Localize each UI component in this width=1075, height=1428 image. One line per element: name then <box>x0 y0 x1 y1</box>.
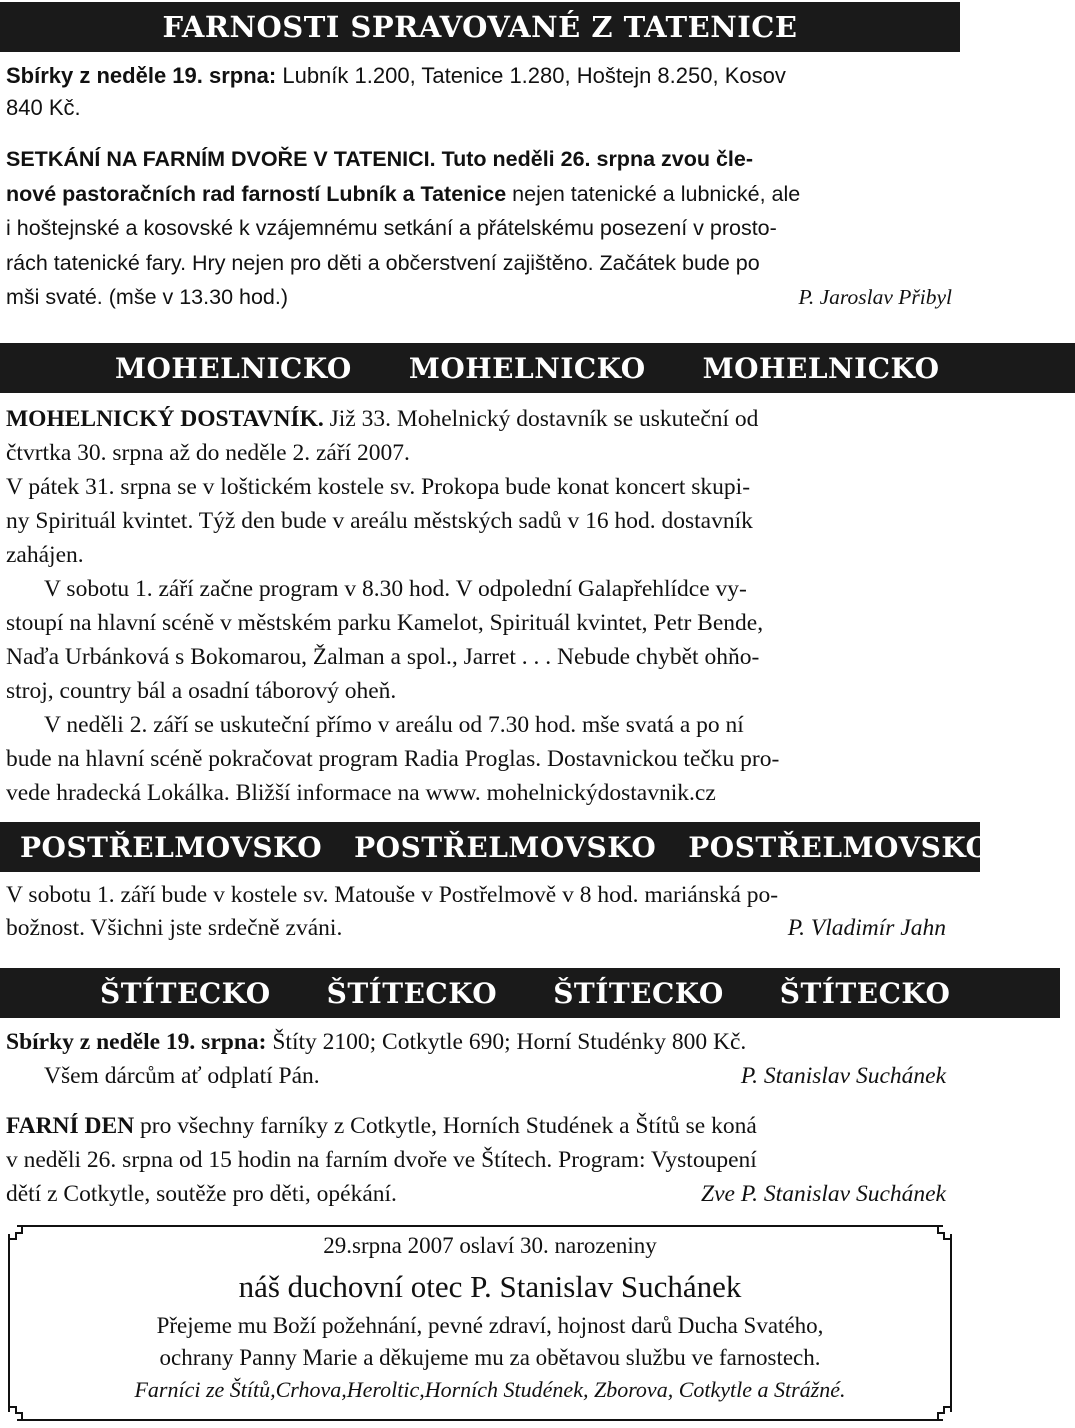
mohelnicko-line9: stroj, country bál a osadní táborový oheň. <box>6 678 397 704</box>
stitecko-header-word: ŠTÍTECKO <box>779 976 951 1010</box>
mohelnicko-line1: Již 33. Mohelnický dostavník se uskuteční od <box>323 406 759 432</box>
stitecko-signature2: Zve P. Stanislav Suchánek <box>701 1181 946 1207</box>
mohelnicky-dostavnik-title: MOHELNICKÝ DOSTAVNÍK. <box>6 406 324 432</box>
mohelnicko-text <box>6 402 952 810</box>
tatenice-sbirky-values: Lubník 1.200, Tatenice 1.280, Hoštejn 8.250, Kosov <box>276 63 786 88</box>
postrelmovsko-line2: božnost. Všichni jste srdečně zváni. <box>6 915 343 941</box>
mohelnicko-line6: V sobotu 1. září začne program v 8.30 hod. V odpolední Galapřehlídce vy- <box>44 576 747 602</box>
tatenice-sbirky <box>6 60 952 124</box>
farni-den-title: FARNÍ DEN <box>6 1113 135 1139</box>
stitecko-sbirky-values: Štíty 2100; Cotkytle 690; Horní Studénky 800 Kč. <box>266 1029 747 1055</box>
birthday-line1: 29.srpna 2007 oslaví 30. narozeniny <box>323 1233 657 1258</box>
mohelnicko-line7: stoupí na hlavní scéně v městském parku Kamelot, Spirituál kvintet, Petr Bende, <box>6 610 764 636</box>
birthday-line4: ochrany Panny Marie a děkujeme mu za obětavou službu ve farnostech. <box>159 1345 821 1370</box>
postrelmovsko-header-word: POSTŘELMOVSKO <box>354 830 657 864</box>
farni-den-line1: pro všechny farníky z Cotkytle, Horních Studének a Štítů se koná <box>134 1113 757 1139</box>
stitecko-signature1: P. Stanislav Suchánek <box>740 1063 946 1089</box>
stitecko-header-word: ŠTÍTECKO <box>553 976 724 1010</box>
stitecko-header-word: ŠTÍTECKO <box>100 976 271 1010</box>
setkani-line1: SETKÁNÍ NA FARNÍM DVOŘE V TATENICI. Tuto neděli 26. srpna zvou čle- <box>6 147 753 171</box>
birthday-line3: Přejeme mu Boží požehnání, pevné zdraví, hojnost darů Ducha Svatého, <box>156 1313 824 1338</box>
mohelnicko-line3: V pátek 31. srpna se v loštickém kostele sv. Prokopa bude konat koncert skupi- <box>6 474 751 500</box>
farni-den-line2: v neděli 26. srpna od 15 hodin na farním dvoře ve Štítech. Program: Vystoupení <box>6 1147 757 1173</box>
setkani-line5: mši svaté. (mše v 13.30 hod.) <box>6 285 288 309</box>
mohelnicko-line4: ny Spirituál kvintet. Týž den bude v areálu městských sadů v 16 hod. dostavník <box>6 508 753 534</box>
postrelmovsko-header <box>0 822 991 872</box>
tatenice-sbirky-label: Sbírky z neděle 19. srpna: <box>6 63 277 88</box>
mohelnicko-line2: čtvrtka 30. srpna až do neděle 2. září 2007. <box>6 440 410 466</box>
mohelnicko-header <box>0 343 1075 393</box>
tatenice-header <box>0 2 960 52</box>
setkani-line4: rách tatenické fary. Hry nejen pro děti a občerstvení zajištěno. Začátek bude po <box>6 250 760 275</box>
postrelmovsko-signature: P. Vladimír Jahn <box>787 915 946 941</box>
birthday-line5: Farníci ze Štítů,Crhova,Heroltic,Horních Studének, Zborova, Cotkytle a Strážné. <box>134 1377 846 1402</box>
postrelmovsko-header-word: POSTŘELMOVSKO <box>688 830 991 864</box>
postrelmovsko-header-word: POSTŘELMOVSKO <box>20 830 323 864</box>
tatenice-header-text: FARNOSTI SPRAVOVANÉ Z TATENICE <box>162 10 798 44</box>
farni-den <box>6 1109 952 1211</box>
stitecko-sbirky-label: Sbírky z neděle 19. srpna: <box>6 1029 267 1055</box>
mohelnicko-line12: vede hradecká Lokálka. Bližší informace na www. mohelnickýdostavnik.cz <box>6 780 716 806</box>
mohelnicko-line11: bude na hlavní scéně pokračovat program Radia Proglas. Dostavnickou tečku pro- <box>6 746 780 772</box>
farni-den-line3: dětí z Cotkytle, soutěže pro děti, opékání. <box>6 1181 397 1207</box>
tatenice-sbirky-line2: 840 Kč. <box>6 95 81 120</box>
stitecko-header <box>0 968 1060 1018</box>
setkani-line2-bold: nové pastoračních rad farností Lubník a Tatenice <box>6 181 507 206</box>
mohelnicko-header-word: MOHELNICKO <box>115 351 352 385</box>
birthday-box <box>8 1225 952 1421</box>
mohelnicko-header-word: MOHELNICKO <box>702 351 940 385</box>
mohelnicko-header-word: MOHELNICKO <box>408 351 646 385</box>
setkani-line2: nejen tatenické a lubnické, ale <box>506 181 801 206</box>
stitecko-sbirky <box>6 1025 952 1093</box>
mohelnicko-line10: V neděli 2. září se uskuteční přímo v areálu od 7.30 hod. mše svatá a po ní <box>44 712 744 738</box>
mohelnicko-line8: Naďa Urbánková s Bokomarou, Žalman a spol., Jarret . . . Nebude chybět ohňo- <box>6 644 760 670</box>
postrelmovsko-line1: V sobotu 1. září bude v kostele sv. Matouše v Postřelmově v 8 hod. mariánská po- <box>6 882 779 908</box>
postrelmovsko-text <box>6 879 952 945</box>
stitecko-header-word: ŠTÍTECKO <box>326 976 498 1010</box>
stitecko-sbirky-line2: Všem dárcům ať odplatí Pán. <box>44 1063 320 1089</box>
tatenice-setkani <box>6 142 952 315</box>
mohelnicko-line5: zahájen. <box>6 542 84 568</box>
tatenice-signature: P. Jaroslav Přibyl <box>798 285 952 309</box>
setkani-line3: i hoštejnské a kosovské k vzájemnému setkání a přátelskému posezení v prosto- <box>6 216 777 240</box>
birthday-line2: náš duchovní otec P. Stanislav Suchánek <box>238 1269 742 1304</box>
